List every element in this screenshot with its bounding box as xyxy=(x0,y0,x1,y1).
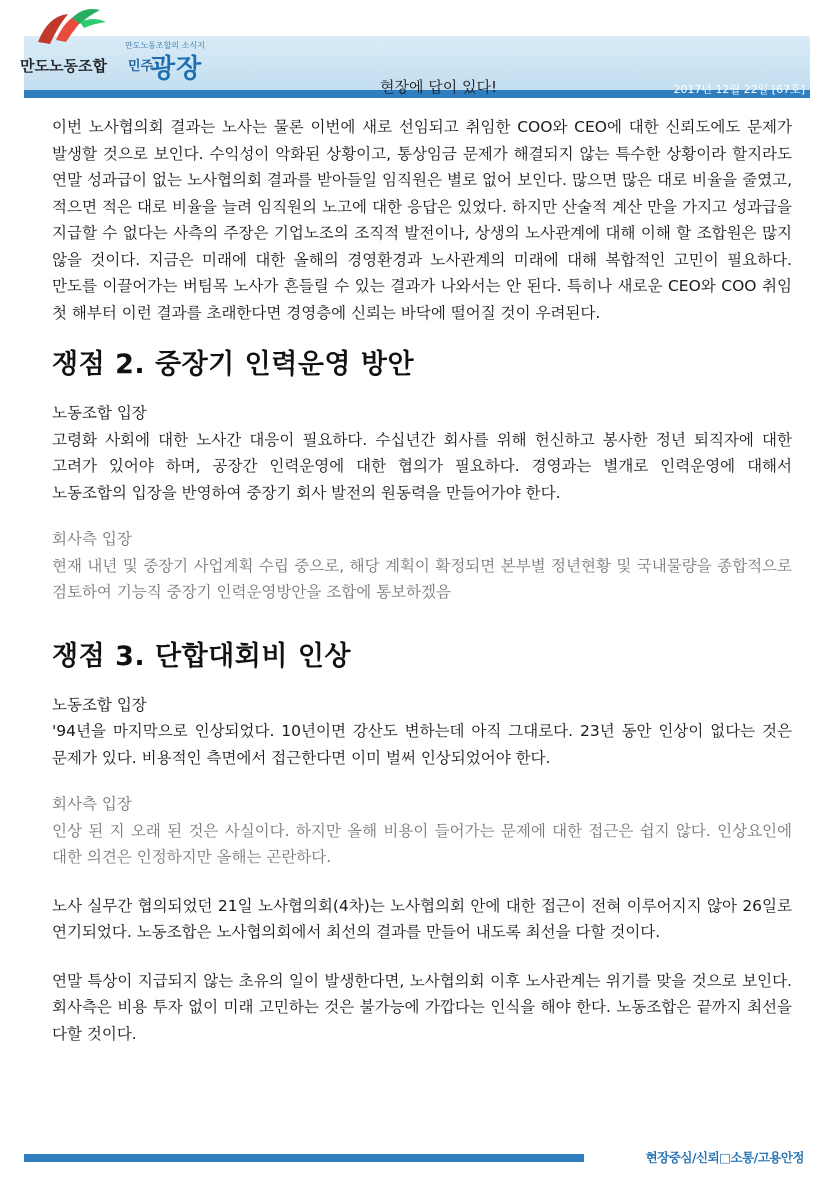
footer-motto: 현장중심/신뢰□소통/고용안정 xyxy=(645,1150,804,1165)
issue-2-company-label: 회사측 입장 xyxy=(52,530,132,548)
issue-2-union-label: 노동조합 입장 xyxy=(52,404,147,422)
issue-3-company-label: 회사측 입장 xyxy=(52,795,132,813)
issue-3-union-text: '94년을 마지막으로 인상되었다. 10년이면 강산도 변하는데 아직 그대로다. 23년 동안 인상이 없다는 것은 문제가 있다. 비용적인 측면에서 접근한다면 이미 벌써 인상되었어야 한다. xyxy=(52,722,792,767)
issue-3-heading: 쟁점 3. 단합대회비 인상 xyxy=(52,640,351,672)
union-name-logo: 만도노동조합 xyxy=(20,57,107,75)
newsletter-title-prefix: 민주 xyxy=(128,59,154,74)
closing-paragraph-2: 연말 특상이 지급되지 않는 초유의 일이 발생한다면, 노사협의회 이후 노사관계는 위기를 맞을 것으로 보인다. 회사측은 비용 투자 없이 미래 고민하는 것은 불가능에 가깝다는 인식을 해야 한다. 노동조합은 끝까지 최선을 다할 것이다. xyxy=(52,971,792,1043)
page-footer xyxy=(24,1148,810,1168)
issue-2-company-text: 현재 내년 및 중장기 사업계획 수립 중으로, 해당 계획이 확정되면 본부별 정년현황 및 국내물량을 종합적으로 검토하여 기능직 중장기 인력운영방안을 조합에 통보하겠음 xyxy=(52,556,792,601)
intro-paragraph: 이번 노사협의회 결과는 노사는 물론 이번에 새로 선임되고 취임한 COO와 CEO에 대한 신뢰도에도 문제가 발생할 것으로 보인다. 수익성이 악화된 상황이고, 통상임금 문제가 해결되지 않는 특수한 상황이라 할지라도 연말 성과급이 없는 노사협의회 결과를 받아들일 임직원은 별로 없어 보인다. 많으면 많은 대로 비율을 줄였고, 적으면 적은 대로 비율을 늘려 임직원의 노고에 대한 응답은 있었다. 하지만 산술적 계산 만을 가지고 성과급을 지급할 수 없다는 사측의 주장은 기업노조의 조직적 발전이나, 상생의 노사관계에 대해 이해 할 조합원은 많지 않을 것이다. 지금은 미래에 대한 올해의 경영환경과 노사관계의 미래에 대해 복합적인 고민이 필요하다. 만도를 이끌어가는 버팀목 노사가 흔들릴 수 있는 결과가 나와서는 안 된다. 특히나 새로운 CEO와 COO 취임 첫 해부터 이런 결과를 초래한다면 경영층에 신뢰는 바닥에 떨어질 것이 우려된다. xyxy=(52,118,792,322)
issue-3-union-label: 노동조합 입장 xyxy=(52,695,147,714)
issue-3-company-text: 인상 된 지 오래 된 것은 사실이다. 하지만 올해 비용이 들어가는 문제에 대한 접근은 쉽지 않다. 인상요인에 대한 의견은 인정하지만 올해는 곤란하다. xyxy=(52,821,792,866)
article-body xyxy=(52,114,792,1047)
footer-stripe xyxy=(24,1154,584,1162)
issue-date: 2017년 12월 22일 [67호] xyxy=(673,83,805,96)
header-slogan: 현장에 답이 있다! xyxy=(380,78,497,96)
closing-paragraph-1: 노사 실무간 협의되었던 21일 노사협의회(4차)는 노사협의회 안에 대한 접근이 전혀 이루어지지 않아 26일로 연기되었다. 노동조합은 노사협의회에서 최선의 결과를 만들어 내도록 최선을 다할 것이다. xyxy=(52,896,792,941)
newsletter-title: 광장 xyxy=(150,54,203,84)
newsletter-tagline: 만도노동조합의 소식지 xyxy=(125,41,205,50)
issue-2-union-text: 고령화 사회에 대한 노사간 대응이 필요하다. 수십년간 회사를 위해 헌신하고 봉사한 정년 퇴직자에 대한 고려가 있어야 하며, 공장간 인력운영에 대한 협의가 필요하다. 경영과는 별개로 인력운영에 대해서 노동조합의 입장을 반영하여 중장기 회사 발전의 원동력을 만들어가야 한다. xyxy=(52,430,792,502)
union-logo-icon xyxy=(28,6,108,54)
issue-2-heading: 쟁점 2. 중장기 인력운영 방안 xyxy=(52,349,415,380)
